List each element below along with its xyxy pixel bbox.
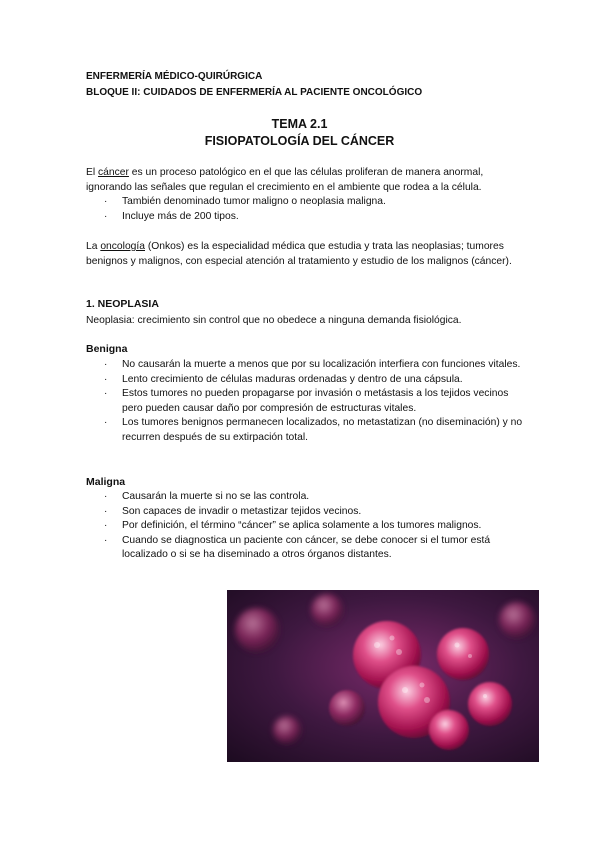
intro-paragraph <box>86 165 526 195</box>
list-item <box>100 195 530 210</box>
neoplasia-definition: Neoplasia: crecimiento sin control que no obedece a ninguna demanda fisiológica. <box>86 315 462 326</box>
bullet-text: No causarán la muerte a menos que por su localización interfiera con funciones vitales. <box>122 359 521 370</box>
bullet-text: Los tumores benignos permanecen localizados, no metastatizan (no diseminación) y no recurren después de su extirpación total. <box>122 417 523 443</box>
term-cancer: cáncer <box>98 167 129 178</box>
intro-prefix: El <box>86 167 99 178</box>
maligna-bullet-list <box>100 490 530 563</box>
list-item <box>100 387 530 416</box>
list-item <box>100 358 530 373</box>
bullet-icon: · <box>104 196 108 207</box>
maligna-heading: Maligna <box>86 476 126 488</box>
section-heading: 1. NEOPLASIA <box>86 298 159 310</box>
topic-title: FISIOPATOLOGÍA DEL CÁNCER <box>204 134 395 148</box>
bullet-icon: · <box>104 520 108 531</box>
block-title: BLOQUE II: CUIDADOS DE ENFERMERÍA AL PACIENTE ONCOLÓGICO <box>86 87 423 98</box>
bullet-icon: · <box>104 491 108 502</box>
list-item <box>100 416 530 445</box>
bullet-icon: · <box>104 417 108 428</box>
term-oncology: oncología <box>100 241 145 252</box>
list-item <box>100 210 530 225</box>
bullet-text: Cuando se diagnostica un paciente con cáncer, se debe conocer si el tumor está localizado o si se ha diseminado a otros órganos distantes. <box>122 534 491 560</box>
course-title: ENFERMERÍA MÉDICO-QUIRÚRGICA <box>86 71 263 82</box>
intro-bullet-list <box>100 195 530 224</box>
list-item <box>100 373 530 388</box>
bullet-icon: · <box>104 505 108 517</box>
bullet-text: Incluye más de 200 tipos. <box>122 210 239 222</box>
bullet-text: También denominado tumor maligno o neoplasia maligna. <box>122 196 386 207</box>
oncology-prefix: La <box>86 241 101 252</box>
benigna-heading: Benigna <box>86 343 128 355</box>
bullet-icon: · <box>104 210 108 222</box>
bullet-text: Son capaces de invadir o metastizar tejidos vecinos. <box>122 505 362 517</box>
oncology-text: (Onkos) es la especialidad médica que estudia y trata las neoplasias; tumores benignos y malignos, con especial atención al tratamiento y estudio de los malignos (cáncer). <box>86 241 512 267</box>
topic-number: TEMA 2.1 <box>271 117 328 131</box>
list-item <box>100 519 530 534</box>
list-item <box>100 505 530 520</box>
bullet-text: Estos tumores no pueden propagarse por invasión o metástasis a los tejidos vecinos pero pueden causar daño por compresión de estructuras vitales. <box>122 388 509 414</box>
oncology-paragraph <box>86 239 526 269</box>
bullet-text: Causarán la muerte si no se las controla. <box>122 491 310 502</box>
bullet-icon: · <box>104 534 108 546</box>
list-item <box>100 490 530 505</box>
bullet-icon: · <box>104 359 108 370</box>
bullet-icon: · <box>104 388 108 399</box>
bullet-text: Lento crecimiento de células maduras ordenadas y dentro de una cápsula. <box>122 373 463 385</box>
benigna-bullet-list <box>100 358 530 445</box>
list-item <box>100 534 530 563</box>
cancer-cells-illustration <box>227 590 539 762</box>
bullet-icon: · <box>104 373 108 385</box>
cancer-cells-image <box>227 590 539 762</box>
intro-text: es un proceso patológico en el que las células proliferan de manera anormal, ignorando las señales que regulan el crecimiento en el ambiente que rodea a la célula. <box>86 167 484 193</box>
bullet-text: Por definición, el término “cáncer” se aplica solamente a los tumores malignos. <box>122 520 482 531</box>
